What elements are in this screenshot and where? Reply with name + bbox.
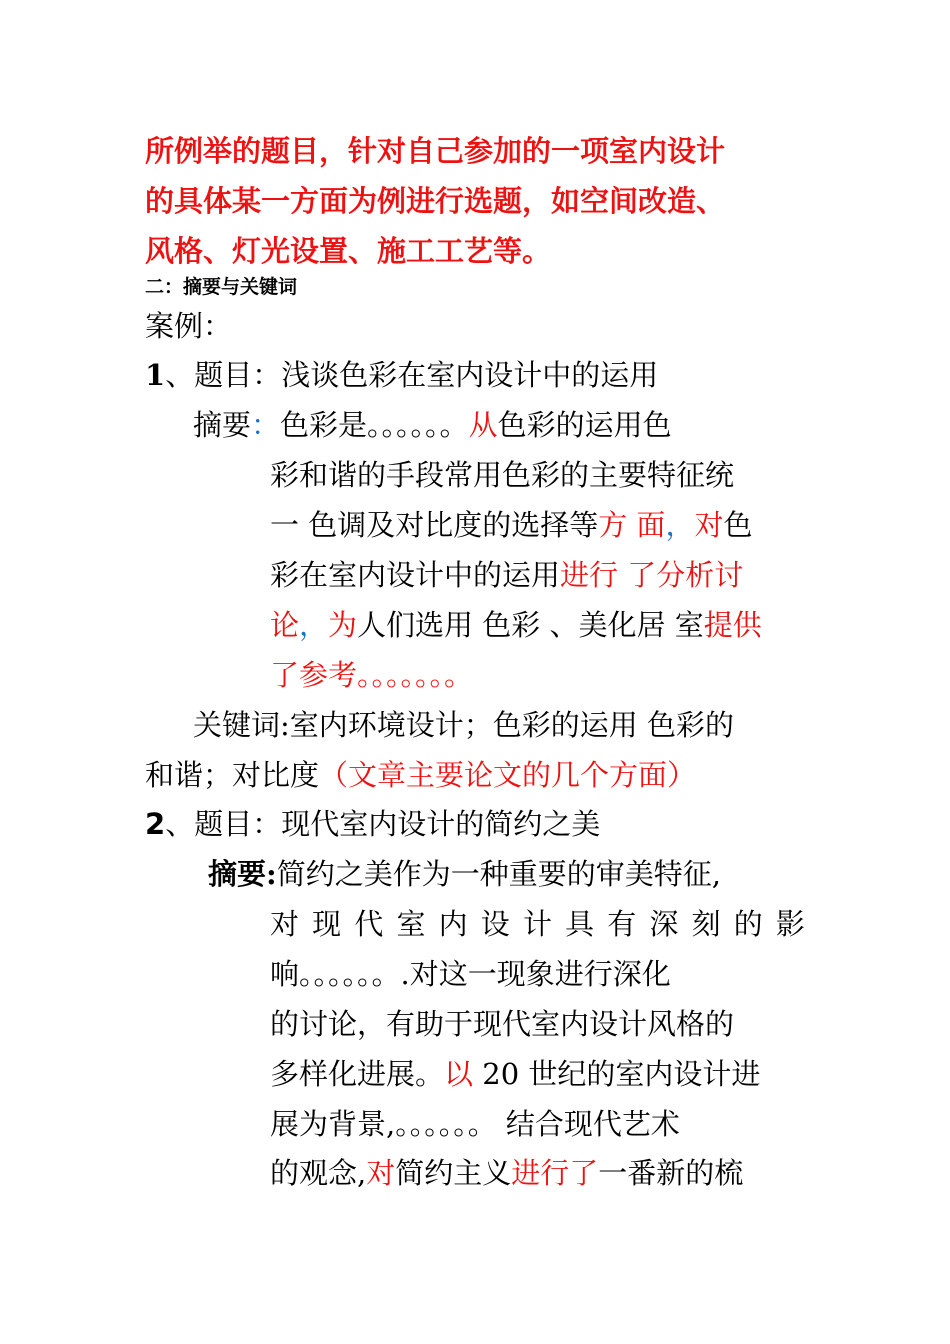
case1-keywords-line-2: 和谐；对比度（文章主要论文的几个方面） xyxy=(145,758,697,792)
case2-abstract-line-5: 多样化进展。以 20 世纪的室内设计进 xyxy=(270,1057,761,1091)
case1-abstract-line-6: 了参考。。。。。。。 xyxy=(270,658,474,692)
case1-abstract-label: 摘要 xyxy=(193,408,252,442)
section-heading: 二：摘要与关键词 xyxy=(145,276,298,298)
intro-line-2: 的具体某一方面为例进行选题，如空间改造、 xyxy=(145,184,726,218)
case1-keywords-note: （文章主要论文的几个方面） xyxy=(319,758,697,792)
case2-title-text: 、题目：现代室内设计的简约之美 xyxy=(165,807,601,841)
case2-number: 2 xyxy=(145,807,166,841)
case1-abstract-line-2: 彩和谐的手段常用色彩的主要特征统 xyxy=(270,458,735,492)
case1-keywords-label: 关键词 xyxy=(193,708,281,742)
case1-number: 1 xyxy=(145,358,166,392)
case2-abstract-label: 摘要: xyxy=(208,857,277,891)
case2-abstract-line-6: 展为背景,。。。。。。 结合现代艺术 xyxy=(270,1107,680,1141)
case1-title xyxy=(145,355,658,395)
case2-abstract-line-2: 对 现 代 室 内 设 计 具 有 深 刻 的 影 xyxy=(270,907,805,941)
intro-line-3: 风格、灯光设置、施工工艺等。 xyxy=(145,234,552,268)
case1-abstract-line-1: 摘要：色彩是。。。。。。从色彩的运用色 xyxy=(193,408,672,442)
case1-abstract-line-3: 一 色调及对比度的选择等方 面，对色 xyxy=(270,508,753,542)
case2-abstract-line-1: 摘要:简约之美作为一种重要的审美特征, xyxy=(208,857,721,891)
case2-abstract-line-3: 响。。。。。。.对这一现象进行深化 xyxy=(270,957,671,991)
case-label: 案例： xyxy=(145,309,233,343)
intro-line-1: 所例举的题目，针对自己参加的一项室内设计 xyxy=(145,134,726,168)
case1-abstract-line-5: 论，为人们选用 色彩 、美化居 室提供 xyxy=(270,608,762,642)
case1-abstract-line-4: 彩在室内设计中的运用进行 了分析讨 xyxy=(270,558,744,592)
case2-abstract-line-4: 的讨论，有助于现代室内设计风格的 xyxy=(270,1007,735,1041)
case2-abstract-line-7: 的观念,对简约主义进行了一番新的梳 xyxy=(270,1156,744,1190)
case2-title xyxy=(145,804,600,844)
case1-title-text: 、题目：浅谈色彩在室内设计中的运用 xyxy=(165,358,659,392)
case1-keywords-line-1: 关键词:室内环境设计；色彩的运用 色彩的 xyxy=(193,708,735,742)
